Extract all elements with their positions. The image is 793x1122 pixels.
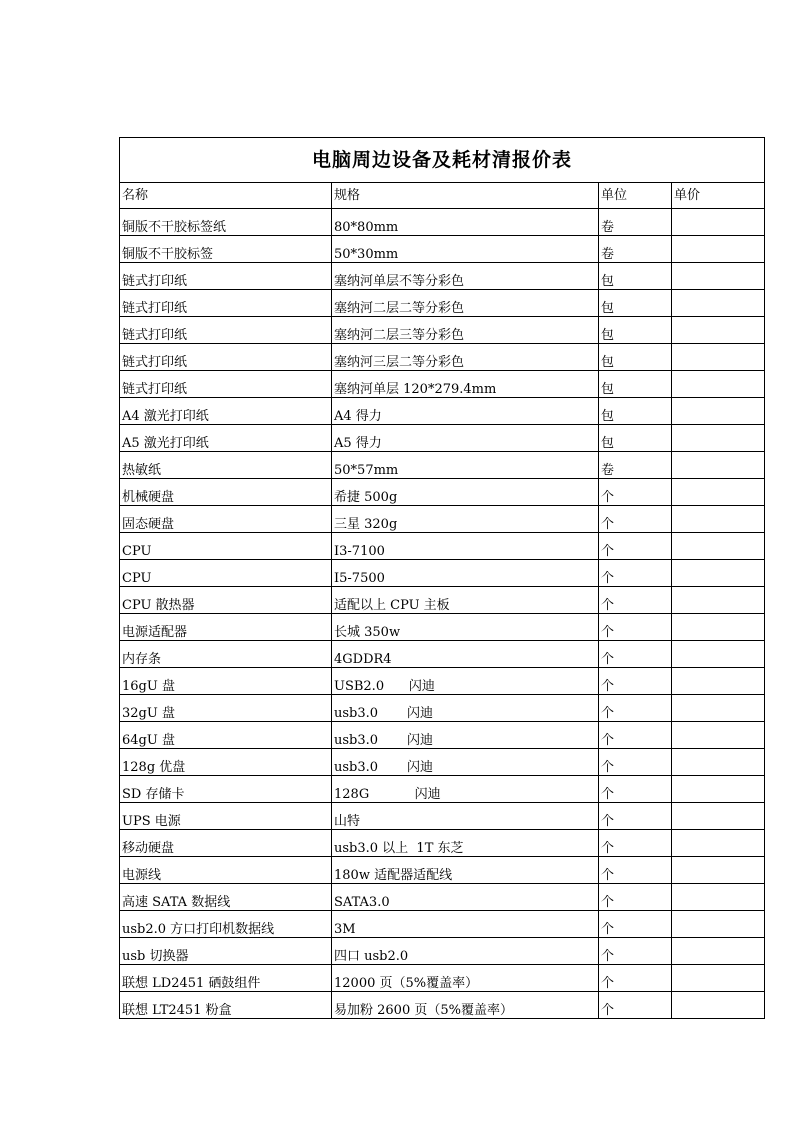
cell-unit: 个 [599,641,672,668]
table-row [120,560,765,587]
cell-unit: 包 [599,344,672,371]
table-row [120,506,765,533]
cell-price [672,722,765,749]
cell-unit: 个 [599,830,672,857]
cell-spec: usb3.0 闪迪 [332,722,599,749]
cell-name: 链式打印纸 [120,317,332,344]
cell-name: 联想 LD2451 硒鼓组件 [120,965,332,992]
cell-unit: 个 [599,776,672,803]
cell-price [672,803,765,830]
title-row [120,138,765,183]
cell-unit: 包 [599,263,672,290]
cell-unit: 个 [599,857,672,884]
price-list-sheet [119,137,764,1019]
cell-name: 内存条 [120,641,332,668]
cell-name: 铜版不干胶标签 [120,236,332,263]
table-row [120,911,765,938]
cell-name: 机械硬盘 [120,479,332,506]
cell-unit: 个 [599,938,672,965]
cell-unit: 卷 [599,209,672,236]
cell-name: 链式打印纸 [120,263,332,290]
cell-spec: usb3.0 以上 1T 东芝 [332,830,599,857]
cell-spec: 塞纳河单层不等分彩色 [332,263,599,290]
cell-price [672,992,765,1019]
cell-name: 链式打印纸 [120,290,332,317]
cell-name: 64gU 盘 [120,722,332,749]
cell-unit: 包 [599,290,672,317]
header-spec: 规格 [332,183,599,209]
table-row [120,965,765,992]
cell-price [672,317,765,344]
cell-spec: 塞纳河单层 120*279.4mm [332,371,599,398]
cell-spec: A5 得力 [332,425,599,452]
cell-spec: 128G 闪迪 [332,776,599,803]
price-table-body [120,138,765,1019]
cell-spec: 山特 [332,803,599,830]
cell-unit: 包 [599,317,672,344]
cell-unit: 个 [599,911,672,938]
cell-price [672,938,765,965]
table-row [120,263,765,290]
cell-unit: 个 [599,614,672,641]
cell-spec: 塞纳河二层二等分彩色 [332,290,599,317]
cell-spec: SATA3.0 [332,884,599,911]
cell-name: UPS 电源 [120,803,332,830]
table-row [120,803,765,830]
cell-price [672,560,765,587]
cell-price [672,533,765,560]
cell-spec: 塞纳河二层三等分彩色 [332,317,599,344]
table-row [120,992,765,1019]
cell-name: usb2.0 方口打印机数据线 [120,911,332,938]
cell-unit: 个 [599,884,672,911]
table-row [120,533,765,560]
cell-name: 电源适配器 [120,614,332,641]
table-row [120,614,765,641]
cell-spec: usb3.0 闪迪 [332,749,599,776]
table-row [120,749,765,776]
cell-price [672,641,765,668]
cell-name: 链式打印纸 [120,371,332,398]
table-row [120,587,765,614]
cell-unit: 个 [599,479,672,506]
cell-unit: 个 [599,965,672,992]
cell-price [672,425,765,452]
cell-name: A5 激光打印纸 [120,425,332,452]
cell-price [672,614,765,641]
cell-price [672,290,765,317]
table-row [120,290,765,317]
cell-unit: 包 [599,425,672,452]
header-price: 单价 [672,183,765,209]
cell-unit: 包 [599,398,672,425]
table-row [120,776,765,803]
cell-price [672,479,765,506]
cell-price [672,668,765,695]
cell-price [672,911,765,938]
table-row [120,398,765,425]
cell-name: SD 存储卡 [120,776,332,803]
table-row [120,668,765,695]
table-row [120,695,765,722]
cell-unit: 个 [599,992,672,1019]
cell-name: 电源线 [120,857,332,884]
cell-price [672,695,765,722]
cell-price [672,830,765,857]
cell-name: 32gU 盘 [120,695,332,722]
cell-spec: 长城 350w [332,614,599,641]
cell-unit: 个 [599,803,672,830]
header-name: 名称 [120,183,332,209]
table-row [120,236,765,263]
table-row [120,344,765,371]
cell-spec: 3M [332,911,599,938]
cell-unit: 个 [599,695,672,722]
cell-name: CPU [120,560,332,587]
cell-unit: 个 [599,560,672,587]
header-row [120,183,765,209]
cell-unit: 个 [599,749,672,776]
cell-spec: 塞纳河三层二等分彩色 [332,344,599,371]
cell-spec: USB2.0 闪迪 [332,668,599,695]
cell-unit: 个 [599,587,672,614]
cell-spec: 易加粉 2600 页（5%覆盖率） [332,992,599,1019]
cell-spec: A4 得力 [332,398,599,425]
cell-price [672,344,765,371]
table-row [120,830,765,857]
cell-unit: 包 [599,371,672,398]
cell-price [672,209,765,236]
cell-name: 高速 SATA 数据线 [120,884,332,911]
cell-spec: 50*57mm [332,452,599,479]
price-table [119,137,765,1019]
cell-name: 联想 LT2451 粉盒 [120,992,332,1019]
cell-price [672,452,765,479]
table-row [120,209,765,236]
table-row [120,479,765,506]
cell-spec: 希捷 500g [332,479,599,506]
cell-spec: usb3.0 闪迪 [332,695,599,722]
cell-name: 热敏纸 [120,452,332,479]
table-row [120,884,765,911]
cell-unit: 个 [599,506,672,533]
cell-spec: 80*80mm [332,209,599,236]
cell-spec: I3-7100 [332,533,599,560]
table-row [120,722,765,749]
cell-spec: 12000 页（5%覆盖率） [332,965,599,992]
cell-spec: 180w 适配器适配线 [332,857,599,884]
cell-spec: 三星 320g [332,506,599,533]
table-row [120,425,765,452]
cell-price [672,371,765,398]
cell-name: CPU [120,533,332,560]
table-row [120,857,765,884]
cell-unit: 个 [599,533,672,560]
cell-name: usb 切换器 [120,938,332,965]
cell-unit: 卷 [599,236,672,263]
cell-name: 铜版不干胶标签纸 [120,209,332,236]
cell-unit: 卷 [599,452,672,479]
cell-name: 移动硬盘 [120,830,332,857]
cell-spec: 适配以上 CPU 主板 [332,587,599,614]
cell-name: 16gU 盘 [120,668,332,695]
cell-price [672,506,765,533]
table-row [120,641,765,668]
cell-price [672,263,765,290]
table-row [120,317,765,344]
cell-price [672,749,765,776]
cell-spec: 50*30mm [332,236,599,263]
cell-price [672,236,765,263]
table-row [120,938,765,965]
cell-spec: 4GDDR4 [332,641,599,668]
cell-name: CPU 散热器 [120,587,332,614]
cell-unit: 个 [599,722,672,749]
cell-price [672,587,765,614]
cell-spec: I5-7500 [332,560,599,587]
cell-spec: 四口 usb2.0 [332,938,599,965]
cell-price [672,776,765,803]
cell-price [672,398,765,425]
cell-unit: 个 [599,668,672,695]
page-title: 电脑周边设备及耗材清报价表 [120,138,765,183]
table-row [120,452,765,479]
cell-price [672,884,765,911]
cell-name: 128g 优盘 [120,749,332,776]
cell-price [672,857,765,884]
header-unit: 单位 [599,183,672,209]
cell-name: 链式打印纸 [120,344,332,371]
cell-name: 固态硬盘 [120,506,332,533]
cell-name: A4 激光打印纸 [120,398,332,425]
table-row [120,371,765,398]
cell-price [672,965,765,992]
